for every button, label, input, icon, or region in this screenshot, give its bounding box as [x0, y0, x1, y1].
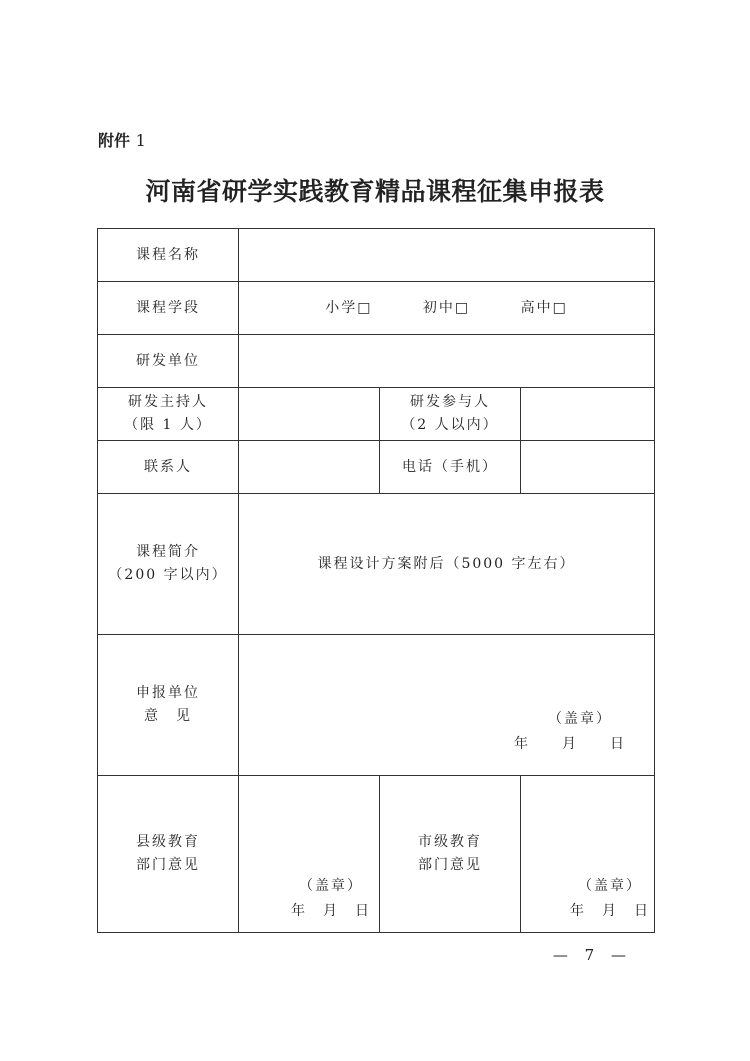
row-contact — [98, 441, 655, 494]
dev-unit-label: 研发单位 — [98, 335, 239, 388]
phone-field[interactable] — [521, 441, 655, 494]
city-opinion-line1: 市级教育 — [418, 834, 482, 850]
row-host — [98, 388, 655, 441]
attachment-label — [98, 128, 146, 151]
course-grade-label: 课程学段 — [98, 282, 239, 335]
participants-label-line2: （2 人以内） — [401, 417, 499, 433]
attachment-label-text: 附件 — [98, 131, 131, 150]
participants-label — [380, 388, 521, 441]
intro-label — [98, 494, 239, 635]
contact-field[interactable] — [239, 441, 380, 494]
city-opinion-field[interactable] — [521, 776, 655, 933]
page-title: 河南省研学实践教育精品课程征集申报表 — [145, 177, 605, 206]
city-opinion-label — [380, 776, 521, 933]
row-intro — [98, 494, 655, 635]
city-seal-block — [570, 874, 650, 924]
course-grade-options — [239, 282, 655, 335]
applicant-opinion-field[interactable] — [239, 635, 655, 776]
city-opinion-line2: 部门意见 — [418, 857, 482, 873]
row-course-name — [98, 229, 655, 282]
county-opinion-label — [98, 776, 239, 933]
host-field[interactable] — [239, 388, 380, 441]
applicant-seal-label: （盖章） — [548, 711, 613, 727]
city-date-label: 年 月 日 — [570, 903, 651, 919]
county-seal-block — [291, 874, 371, 924]
attachment-number: 1 — [135, 131, 146, 150]
intro-label-line2: （200 字以内） — [108, 567, 228, 583]
host-label — [98, 388, 239, 441]
participants-field[interactable] — [521, 388, 655, 441]
course-name-field[interactable] — [239, 229, 655, 282]
dev-unit-field[interactable] — [239, 335, 655, 388]
county-opinion-field[interactable] — [239, 776, 380, 933]
grade-option-junior[interactable]: 初中□ — [422, 299, 471, 316]
row-applicant-opinion — [98, 635, 655, 776]
contact-label: 联系人 — [98, 441, 239, 494]
applicant-opinion-label — [98, 635, 239, 776]
page-number: — 7 — — [552, 946, 632, 964]
intro-field[interactable]: 课程设计方案附后（5000 字左右） — [239, 494, 655, 635]
applicant-date-label: 年 月 日 — [514, 736, 627, 752]
grade-option-primary[interactable]: 小学□ — [325, 299, 373, 316]
intro-label-line1: 课程简介 — [136, 544, 200, 560]
applicant-opinion-line1: 申报单位 — [136, 685, 200, 701]
grade-option-senior[interactable]: 高中□ — [520, 299, 568, 316]
applicant-seal-block — [514, 707, 626, 757]
application-form-table — [97, 228, 655, 933]
row-dev-unit — [98, 335, 655, 388]
row-education-opinions — [98, 776, 655, 933]
county-opinion-line2: 部门意见 — [136, 857, 200, 873]
county-opinion-line1: 县级教育 — [136, 834, 200, 850]
course-name-label: 课程名称 — [98, 229, 239, 282]
participants-label-line1: 研发参与人 — [410, 394, 490, 410]
county-seal-label: （盖章） — [299, 878, 363, 894]
host-label-line1: 研发主持人 — [128, 394, 208, 410]
host-label-line2: （限 1 人） — [124, 417, 212, 433]
applicant-opinion-line2: 意 见 — [144, 708, 192, 724]
county-date-label: 年 月 日 — [291, 903, 371, 919]
row-course-grade — [98, 282, 655, 335]
phone-label: 电话（手机） — [380, 441, 521, 494]
city-seal-label: （盖章） — [578, 878, 643, 894]
